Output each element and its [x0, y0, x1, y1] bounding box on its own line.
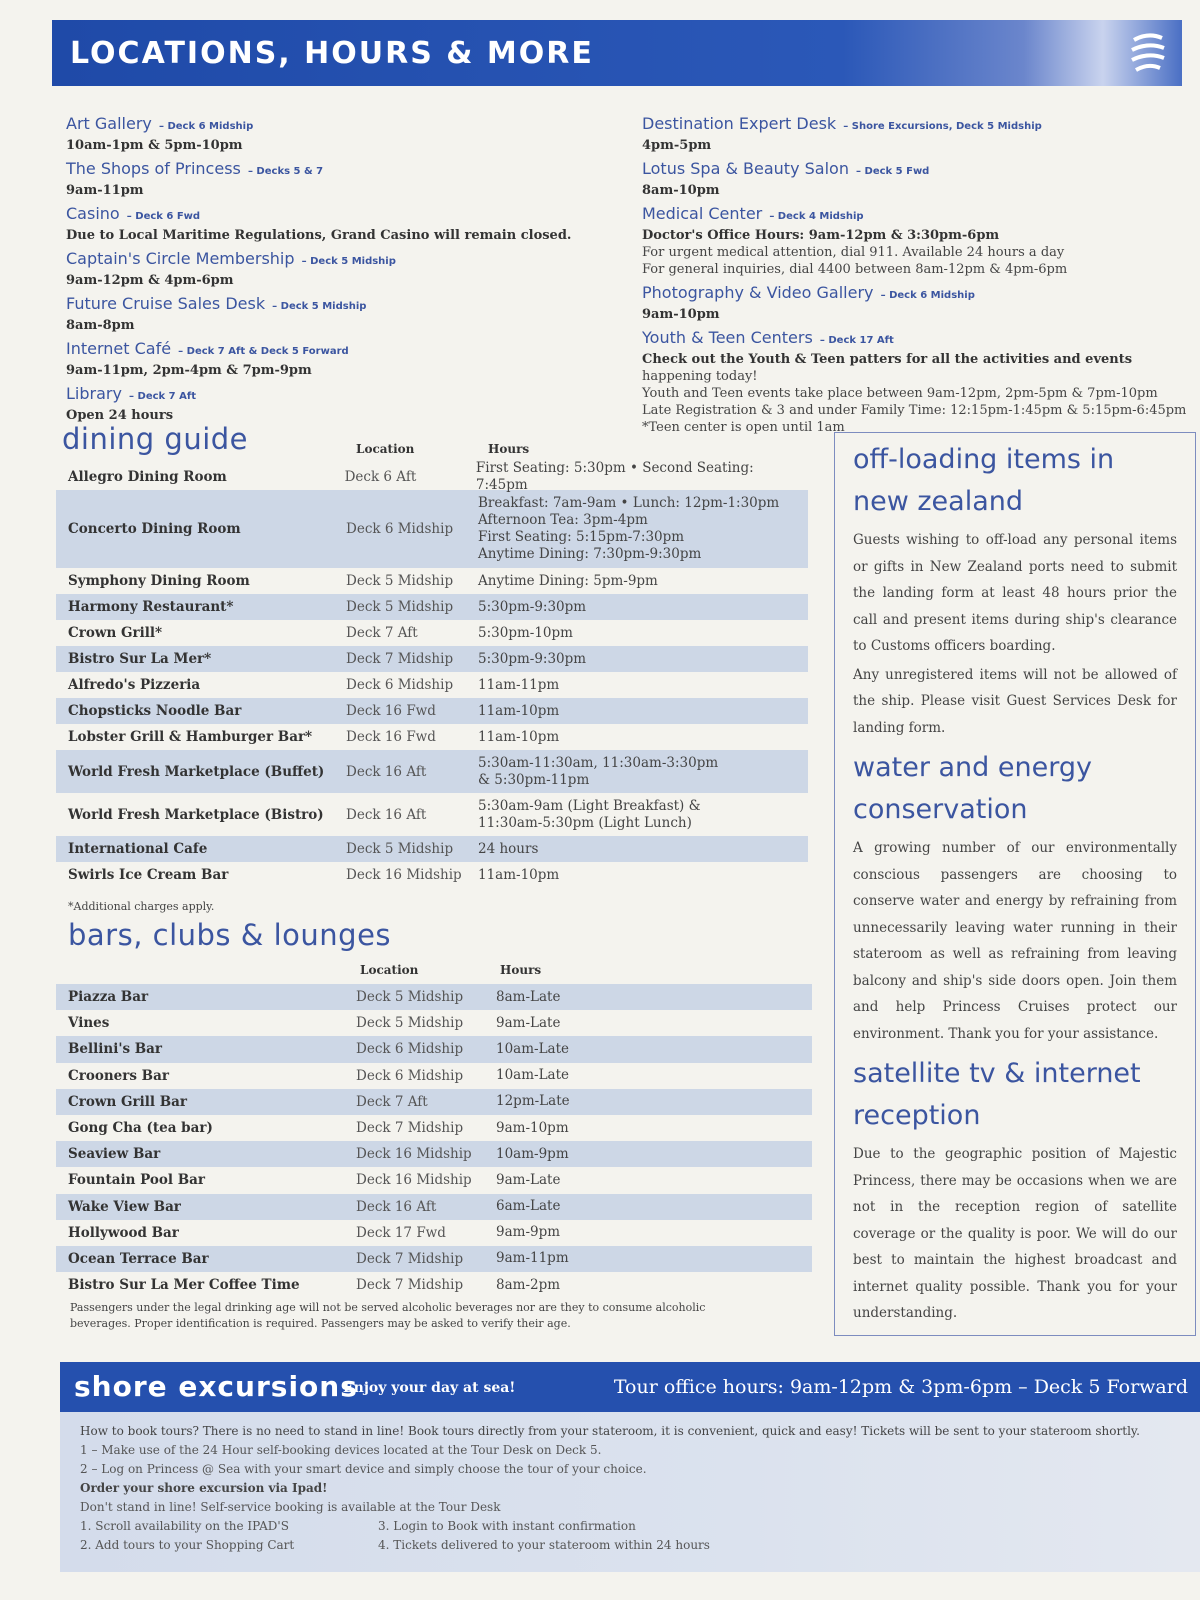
location-deck: – Deck 5 Fwd	[856, 166, 930, 177]
location-title-row	[66, 249, 626, 272]
dining-hours	[478, 798, 701, 832]
dining-hours-line: 5:30pm-10pm	[478, 624, 573, 641]
table-row	[56, 1089, 812, 1115]
location-deck: – Deck 4 Midship	[769, 211, 864, 222]
bar-hours: 8am-Late	[496, 988, 561, 1005]
location-name: Art Gallery	[66, 114, 152, 133]
dining-name: World Fresh Marketplace (Buffet)	[68, 763, 325, 780]
location-title-row	[642, 114, 1187, 137]
bar-name: Fountain Pool Bar	[68, 1172, 206, 1189]
table-row	[56, 862, 808, 888]
dining-hours-line: Afternoon Tea: 3pm-4pm	[478, 512, 648, 528]
location-title-row	[66, 384, 626, 407]
dining-hours	[478, 573, 658, 590]
location-name: Casino	[66, 204, 120, 223]
location-title-row	[66, 339, 626, 362]
table-row	[56, 1141, 812, 1167]
dining-hours	[478, 867, 559, 884]
dining-name: Bistro Sur La Mer*	[68, 651, 212, 667]
bar-location: Deck 16 Midship	[356, 1146, 472, 1163]
shore-step-3: 3. Login to Book with instant confirmation	[378, 1519, 636, 1533]
table-row	[56, 568, 808, 594]
location-title-row	[642, 159, 1187, 182]
dining-location: Deck 16 Aft	[346, 806, 427, 823]
dining-name: Concerto Dining Room	[68, 521, 241, 537]
shore-step-1: 1. Scroll availability on the IPAD'S	[80, 1519, 289, 1533]
dining-name: Alfredo's Pizzeria	[68, 677, 201, 693]
dining-name: Harmony Restaurant*	[68, 599, 234, 615]
dining-location: Deck 16 Fwd	[346, 703, 436, 719]
location-item	[642, 204, 1187, 278]
location-deck: – Deck 5 Midship	[272, 301, 367, 312]
location-item	[642, 114, 1187, 154]
bars-table	[56, 984, 812, 1298]
dining-location: Deck 5 Midship	[346, 573, 454, 589]
location-name: Internet Café	[66, 339, 172, 358]
dining-name: Chopsticks Noodle Bar	[68, 703, 242, 719]
dining-hours-line: Breakfast: 7am-9am • Lunch: 12pm-1:30pm	[478, 495, 780, 511]
bar-hours: 12pm-Late	[496, 1093, 570, 1110]
table-row	[56, 1115, 812, 1141]
bar-hours: 9am-Late	[496, 1171, 561, 1188]
dining-hours	[478, 755, 718, 789]
shore-steps-row-2	[80, 1536, 1180, 1555]
location-deck: – Deck 7 Aft & Deck 5 Forward	[178, 346, 349, 357]
satellite-text: Due to the geographic position of Majestic Princess, there may be occasions when we are not in the reception region of satellite coverage or the quality is poor. We will do our best to maintain the highest broadcast and internet quality possible. Thank you for your understanding.	[853, 1146, 1177, 1321]
dining-hours-line: 11am-10pm	[478, 866, 560, 883]
table-row	[56, 594, 808, 620]
info-sidebar	[834, 432, 1196, 1336]
table-row	[56, 1063, 812, 1089]
bar-name: Seaview Bar	[68, 1146, 161, 1163]
location-deck: – Shore Excursions, Deck 5 Midship	[843, 121, 1042, 132]
location-detail: 9am-10pm	[642, 307, 720, 322]
location-name: Youth & Teen Centers	[642, 328, 813, 347]
bar-location: Deck 7 Aft	[356, 1093, 428, 1110]
location-title-row	[66, 294, 626, 317]
table-row	[56, 620, 808, 646]
location-name: Captain's Circle Membership	[66, 249, 295, 268]
bar-location: Deck 5 Midship	[356, 1015, 464, 1032]
location-item	[66, 114, 626, 154]
location-item	[66, 339, 626, 379]
dining-hours	[478, 729, 559, 746]
location-detail: *Teen center is open until 1am	[642, 420, 845, 435]
water-text: A growing number of our environmentally conscious passengers are choosing to conserve water and energy by refraining from unnecessarily leaving water running in their stateroom as well as refraining from leaving balcony and ship's side doors open. Join them and help Princess Cruises protect our environment. Thank you for your assistance.	[853, 840, 1177, 1042]
location-detail: Youth and Teen events take place between 9am-12pm, 2pm-5pm & 7pm-10pm	[642, 386, 1158, 401]
location-detail: Due to Local Maritime Regulations, Grand Casino will remain closed.	[66, 228, 572, 243]
location-name: Destination Expert Desk	[642, 114, 837, 133]
location-deck: – Deck 6 Fwd	[126, 211, 201, 222]
location-detail: Doctor's Office Hours: 9am-12pm & 3:30pm-6pm	[642, 228, 1000, 243]
location-title-row	[642, 283, 1187, 306]
location-name: Library	[66, 384, 122, 403]
bar-name: Crown Grill Bar	[68, 1093, 187, 1110]
dining-hours-line: 11am-10pm	[478, 702, 560, 719]
bar-location: Deck 17 Fwd	[356, 1224, 446, 1241]
page-title: LOCATIONS, HOURS & MORE	[70, 36, 594, 71]
dining-hours	[478, 625, 573, 642]
bar-hours: 8am-2pm	[496, 1276, 561, 1293]
location-name: The Shops of Princess	[66, 159, 241, 178]
bars-heading: bars, clubs & lounges	[68, 918, 392, 952]
location-title-row	[66, 204, 626, 227]
bar-location: Deck 5 Midship	[356, 989, 464, 1006]
location-item	[66, 384, 626, 424]
bar-location: Deck 7 Midship	[356, 1250, 464, 1267]
dining-location: Deck 6 Midship	[346, 521, 454, 537]
location-item	[66, 204, 626, 244]
dining-hours-line: First Seating: 5:30pm • Second Seating: 7:45pm	[475, 460, 754, 493]
bar-hours: 10am-9pm	[496, 1145, 569, 1162]
header-banner	[52, 20, 1182, 86]
shore-subtitle: Enjoy your day at sea!	[343, 1380, 516, 1396]
dining-location: Deck 6 Aft	[344, 469, 417, 485]
dining-hours-line: First Seating: 5:15pm-7:30pm	[478, 529, 685, 545]
shore-steps-row-1	[80, 1517, 1180, 1536]
locations-left	[66, 114, 626, 429]
locations-right	[642, 114, 1187, 441]
dining-hours	[478, 651, 586, 668]
dining-hours-line: 11am-10pm	[478, 728, 560, 745]
water-heading-1: water and energy	[853, 752, 1092, 783]
table-row	[56, 1246, 812, 1272]
bar-hours: 9am-11pm	[496, 1250, 569, 1267]
bar-location: Deck 6 Midship	[356, 1041, 464, 1058]
location-detail: Open 24 hours	[66, 408, 174, 423]
table-row	[56, 793, 808, 836]
shore-line-4: Order your shore excursion via Ipad!	[80, 1481, 328, 1495]
location-detail: 8am-8pm	[66, 318, 135, 333]
shore-step-2: 2. Add tours to your Shopping Cart	[80, 1538, 295, 1552]
table-row	[56, 1167, 812, 1193]
location-deck: – Deck 6 Midship	[880, 290, 975, 301]
location-deck: – Deck 7 Aft	[129, 391, 196, 402]
shore-banner	[60, 1362, 1200, 1412]
bar-location: Deck 16 Aft	[356, 1198, 437, 1215]
location-deck: – Deck 6 Midship	[158, 121, 254, 132]
shore-title: shore excursions	[74, 1370, 358, 1403]
dining-name: Symphony Dining Room	[68, 573, 250, 589]
dining-location: Deck 5 Midship	[346, 599, 454, 615]
dining-table	[56, 460, 808, 888]
bar-hours: 10am-Late	[496, 1067, 570, 1084]
location-deck: – Decks 5 & 7	[247, 166, 324, 177]
shore-line-5: Don't stand in line! Self-service booking is available at the Tour Desk	[80, 1500, 501, 1514]
bar-name: Bellini's Bar	[68, 1041, 163, 1058]
dining-hours-line: 5:30pm-9:30pm	[478, 598, 587, 615]
location-detail: 9am-11pm, 2pm-4pm & 7pm-9pm	[66, 363, 312, 378]
location-detail: Late Registration & 3 and under Family Time: 12:15pm-1:45pm & 5:15pm-6:45pm	[642, 403, 1187, 418]
table-row	[56, 698, 808, 724]
location-detail: happening today!	[642, 369, 758, 384]
bar-name: Piazza Bar	[68, 989, 149, 1006]
location-name: Lotus Spa & Beauty Salon	[642, 159, 849, 178]
bar-name: Hollywood Bar	[68, 1224, 179, 1241]
location-detail: 9am-11pm	[66, 183, 144, 198]
bars-col-hours: Hours	[500, 963, 542, 977]
bar-name: Wake View Bar	[68, 1198, 181, 1215]
dining-location: Deck 16 Aft	[346, 763, 427, 780]
dining-hours	[478, 703, 559, 720]
offloading-heading-1: off-loading items in	[853, 444, 1115, 475]
bar-location: Deck 7 Midship	[356, 1277, 464, 1294]
table-row	[56, 1036, 812, 1062]
bar-location: Deck 16 Midship	[356, 1172, 472, 1189]
dining-hours-line: 11am-11pm	[478, 676, 560, 693]
dining-hours-line: 5:30am-11:30am, 11:30am-3:30pm	[478, 754, 719, 771]
satellite-heading-1: satellite tv & internet	[853, 1058, 1141, 1089]
dining-hours-line: 24 hours	[478, 840, 539, 857]
dining-note: *Additional charges apply.	[68, 900, 215, 913]
dining-location: Deck 16 Midship	[346, 867, 462, 883]
dining-location: Deck 7 Aft	[346, 625, 418, 641]
location-detail: Check out the Youth & Teen patters for all the activities and events	[642, 352, 1133, 367]
location-item	[66, 159, 626, 199]
water-heading-2: conservation	[853, 794, 1028, 825]
dining-name: Lobster Grill & Hamburger Bar*	[68, 729, 313, 745]
dining-hours-line: 5:30pm-9:30pm	[478, 650, 587, 667]
location-item	[66, 249, 626, 289]
location-detail: 9am-12pm & 4pm-6pm	[66, 273, 234, 288]
dining-hours-line: 5:30am-9am (Light Breakfast) &	[478, 797, 701, 814]
table-row	[56, 750, 808, 793]
bar-name: Ocean Terrace Bar	[68, 1250, 209, 1267]
shore-step-4: 4. Tickets delivered to your stateroom within 24 hours	[378, 1538, 710, 1552]
bars-note-line-2: beverages. Proper identification is required. Passengers may be asked to verify their age.	[70, 1317, 571, 1330]
location-detail: 4pm-5pm	[642, 138, 712, 153]
location-item	[642, 159, 1187, 199]
location-detail: 10am-1pm & 5pm-10pm	[66, 138, 243, 153]
location-title-row	[66, 114, 626, 137]
dining-name: Swirls Ice Cream Bar	[68, 867, 229, 883]
dining-hours	[478, 599, 586, 616]
satellite-heading-2: reception	[853, 1100, 981, 1131]
shore-hours: Tour office hours: 9am-12pm & 3pm-6pm – Deck 5 Forward	[613, 1376, 1188, 1398]
bar-hours: 9am-10pm	[496, 1119, 569, 1136]
dining-col-location: Location	[356, 442, 415, 456]
dining-hours-line: Anytime Dining: 5pm-9pm	[478, 572, 658, 589]
table-row	[56, 724, 808, 750]
location-name: Photography & Video Gallery	[642, 283, 874, 302]
dining-name: Crown Grill*	[68, 625, 163, 641]
table-row	[56, 672, 808, 698]
dining-name: International Cafe	[68, 841, 208, 857]
dining-hours-line: Anytime Dining: 7:30pm-9:30pm	[478, 546, 702, 562]
bar-hours: 9am-9pm	[496, 1224, 561, 1241]
location-deck: – Deck 17 Aft	[819, 335, 894, 346]
location-name: Medical Center	[642, 204, 763, 223]
bar-hours: 10am-Late	[496, 1040, 570, 1057]
table-row	[56, 984, 812, 1010]
table-row	[56, 460, 808, 493]
location-detail: For urgent medical attention, dial 911. Available 24 hours a day	[642, 245, 1065, 260]
table-row	[56, 490, 808, 568]
dining-name: Allegro Dining Room	[68, 469, 227, 485]
bar-name: Gong Cha (tea bar)	[68, 1120, 213, 1137]
offloading-heading-2: new zealand	[853, 486, 1024, 517]
dining-heading: dining guide	[62, 422, 249, 456]
table-row	[56, 836, 808, 862]
bars-col-location: Location	[360, 963, 419, 977]
bar-name: Crooners Bar	[68, 1067, 169, 1084]
dining-location: Deck 6 Midship	[346, 677, 454, 693]
dining-location: Deck 7 Midship	[346, 651, 454, 667]
princess-wave-logo-icon	[1128, 30, 1168, 76]
dining-name: World Fresh Marketplace (Bistro)	[68, 806, 324, 823]
location-deck: – Deck 5 Midship	[301, 256, 396, 267]
bar-location: Deck 7 Midship	[356, 1120, 464, 1137]
location-title-row	[66, 159, 626, 182]
dining-hours-line: 11:30am-5:30pm (Light Lunch)	[478, 814, 692, 831]
dining-col-hours: Hours	[488, 442, 530, 456]
bar-hours: 9am-Late	[496, 1014, 561, 1031]
location-title-row	[642, 328, 1187, 351]
dining-hours	[478, 495, 779, 563]
location-item	[66, 294, 626, 334]
bars-note	[70, 1300, 705, 1332]
table-row	[56, 1194, 812, 1220]
table-row	[56, 1010, 812, 1036]
location-detail: For general inquiries, dial 4400 between 8am-12pm & 4pm-6pm	[642, 262, 1068, 277]
table-row	[56, 646, 808, 672]
location-name: Future Cruise Sales Desk	[66, 294, 266, 313]
shore-line-1: How to book tours? There is no need to stand in line! Book tours directly from your stateroom, it is convenient, quick and easy! Tickets will be sent to your stateroom shortly.	[80, 1424, 1140, 1438]
bar-name: Vines	[68, 1015, 110, 1032]
offloading-text-2: Any unregistered items will not be allowed of the ship. Please visit Guest Services Desk for landing form.	[853, 666, 1177, 736]
dining-hours	[478, 677, 559, 694]
shore-line-2: 1 – Make use of the 24 Hour self-booking devices located at the Tour Desk on Deck 5.	[80, 1443, 602, 1457]
bar-name: Bistro Sur La Mer Coffee Time	[68, 1277, 300, 1294]
bar-location: Deck 6 Midship	[356, 1067, 464, 1084]
dining-hours-line: & 5:30pm-11pm	[478, 771, 590, 788]
table-row	[56, 1272, 812, 1298]
dining-hours	[478, 841, 538, 858]
shore-line-3: 2 – Log on Princess @ Sea with your smart device and simply choose the tour of your choice.	[80, 1462, 647, 1476]
location-item	[642, 328, 1187, 436]
offloading-text: Guests wishing to off-load any personal items or gifts in New Zealand ports need to submit the landing form at least 48 hours prior the call and present items during ship's clearance to Customs officers boarding.	[853, 532, 1177, 654]
dining-location: Deck 5 Midship	[346, 841, 454, 857]
dining-hours	[476, 460, 808, 494]
bars-note-line-1: Passengers under the legal drinking age will not be served alcoholic beverages nor are they to consume alcoholic	[70, 1301, 706, 1314]
dining-location: Deck 16 Fwd	[346, 729, 436, 745]
bar-hours: 6am-Late	[496, 1198, 561, 1215]
location-title-row	[642, 204, 1187, 227]
shore-body	[60, 1412, 1200, 1572]
location-item	[642, 283, 1187, 323]
table-row	[56, 1220, 812, 1246]
location-detail: 8am-10pm	[642, 183, 720, 198]
